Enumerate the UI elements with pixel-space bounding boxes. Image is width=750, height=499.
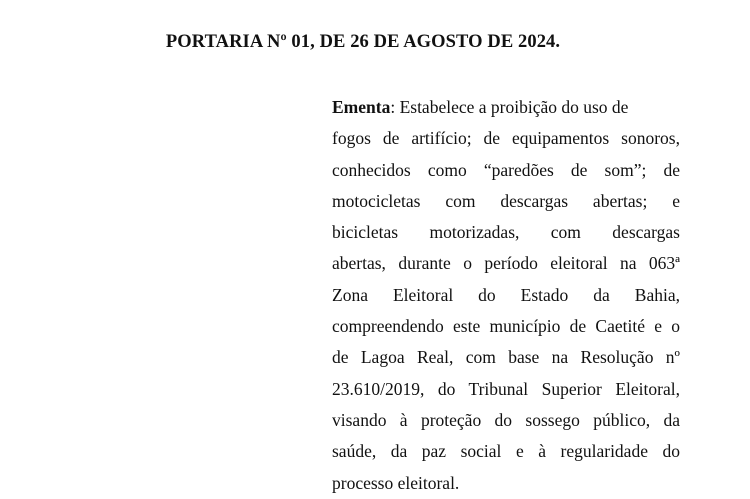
ementa-line-1 bbox=[332, 92, 680, 123]
ementa-line: compreendendo este município de Caetité e o bbox=[332, 316, 680, 337]
ementa-label: Ementa bbox=[332, 97, 391, 117]
ementa-line: de Lagoa Real, com base na Resolução nº bbox=[332, 347, 680, 368]
ementa-block bbox=[332, 92, 680, 499]
ementa-line: motocicletas com descargas abertas; e bbox=[332, 190, 680, 211]
ementa-line: processo eleitoral. bbox=[332, 472, 460, 493]
document-title: PORTARIA Nº 01, DE 26 DE AGOSTO DE 2024. bbox=[165, 32, 561, 52]
ementa-line: Zona Eleitoral do Estado da Bahia, bbox=[332, 284, 680, 305]
ementa-line: saúde, da paz social e à regularidade do bbox=[332, 441, 680, 462]
ementa-line: conhecidos como “paredões de som”; de bbox=[332, 159, 680, 180]
ementa-line-1-text: : Estabelece a proibição do uso de bbox=[390, 97, 629, 117]
ementa-line: bicicletas motorizadas, com descargas bbox=[332, 222, 680, 243]
ementa-line: fogos de artifício; de equipamentos sonoros, bbox=[332, 128, 680, 149]
ementa-line: visando à proteção do sossego público, da bbox=[332, 409, 680, 430]
ementa-line: abertas, durante o período eleitoral na 063ª bbox=[332, 253, 680, 274]
ementa-line: 23.610/2019, do Tribunal Superior Eleitoral, bbox=[332, 378, 680, 399]
